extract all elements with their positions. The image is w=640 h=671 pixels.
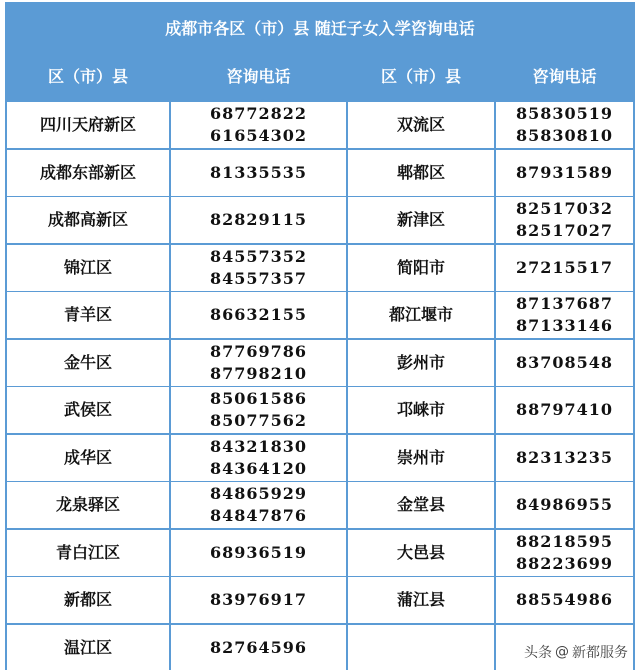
phone-cell xyxy=(171,340,346,386)
watermark xyxy=(524,642,628,662)
phone-number: 88223699 xyxy=(515,554,614,573)
column-header: 咨询电话 xyxy=(226,67,291,86)
phone-number: 82517032 xyxy=(515,199,614,218)
phone-cell xyxy=(171,530,346,576)
district-cell: 武侯区 xyxy=(7,387,169,433)
phone-cell xyxy=(171,245,346,291)
phone-cell xyxy=(496,482,633,528)
phone-cell xyxy=(496,102,633,148)
phone-number: 84986955 xyxy=(515,495,614,514)
phone-cell xyxy=(496,387,633,433)
district-cell: 温江区 xyxy=(7,625,169,671)
column-header: 咨询电话 xyxy=(532,67,597,86)
district-cell: 邛崃市 xyxy=(348,387,494,433)
phone-number: 84321830 xyxy=(209,437,308,456)
phone-number: 82517027 xyxy=(515,221,614,240)
phone-number: 82829115 xyxy=(209,210,308,229)
phone-number: 85077562 xyxy=(209,411,308,430)
watermark-source: 头条 xyxy=(524,645,552,661)
phone-number: 61654302 xyxy=(209,126,308,145)
phone-table xyxy=(5,2,635,670)
district-cell: 青白江区 xyxy=(7,530,169,576)
phone-cell xyxy=(496,292,633,338)
phone-number: 88554986 xyxy=(515,590,614,609)
district-cell: 彭州市 xyxy=(348,340,494,386)
phone-number: 83976917 xyxy=(209,590,308,609)
district-cell: 四川天府新区 xyxy=(7,102,169,148)
column-header: 区（市）县 xyxy=(47,67,128,86)
phone-number: 87133146 xyxy=(515,316,614,335)
district-cell: 青羊区 xyxy=(7,292,169,338)
phone-cell xyxy=(171,482,346,528)
phone-number: 83708548 xyxy=(515,353,614,372)
watermark-account: 新都服务 xyxy=(572,645,628,661)
phone-cell xyxy=(171,435,346,481)
phone-cell xyxy=(496,577,633,623)
phone-number: 82764596 xyxy=(209,638,308,657)
phone-cell xyxy=(171,197,346,243)
phone-cell xyxy=(496,435,633,481)
phone-number: 84865929 xyxy=(209,484,308,503)
phone-cell xyxy=(496,530,633,576)
phone-cell xyxy=(496,245,633,291)
phone-number: 27215517 xyxy=(515,258,614,277)
district-cell: 金牛区 xyxy=(7,340,169,386)
phone-cell xyxy=(171,150,346,196)
empty-cell xyxy=(348,625,494,671)
district-cell: 锦江区 xyxy=(7,245,169,291)
phone-number: 87931589 xyxy=(515,163,614,182)
phone-number: 86632155 xyxy=(209,305,308,324)
phone-number: 81335535 xyxy=(209,163,308,182)
district-cell: 简阳市 xyxy=(348,245,494,291)
phone-cell xyxy=(171,625,346,671)
at-icon: @ xyxy=(555,644,569,660)
district-cell: 双流区 xyxy=(348,102,494,148)
phone-cell xyxy=(496,197,633,243)
phone-number: 87769786 xyxy=(209,342,308,361)
phone-cell xyxy=(171,387,346,433)
district-cell: 崇州市 xyxy=(348,435,494,481)
phone-cell xyxy=(496,340,633,386)
phone-number: 88797410 xyxy=(515,400,614,419)
phone-number: 87798210 xyxy=(209,364,308,383)
phone-number: 88218595 xyxy=(515,532,614,551)
phone-number: 82313235 xyxy=(515,448,614,467)
phone-number: 84364120 xyxy=(209,459,308,478)
phone-cell xyxy=(171,577,346,623)
phone-number: 68772822 xyxy=(209,104,308,123)
district-cell: 新都区 xyxy=(7,577,169,623)
district-cell: 大邑县 xyxy=(348,530,494,576)
district-cell: 成华区 xyxy=(7,435,169,481)
column-header: 区（市）县 xyxy=(380,67,461,86)
table-title: 成都市各区（市）县 随迁子女入学咨询电话 xyxy=(165,18,475,38)
phone-number: 84557352 xyxy=(209,247,308,266)
phone-number: 85061586 xyxy=(209,389,308,408)
phone-number: 85830519 xyxy=(515,104,614,123)
district-cell: 蒲江县 xyxy=(348,577,494,623)
phone-number: 84557357 xyxy=(209,269,308,288)
district-cell: 都江堰市 xyxy=(348,292,494,338)
phone-number: 87137687 xyxy=(515,294,614,313)
phone-cell xyxy=(171,292,346,338)
phone-number: 85830810 xyxy=(515,126,614,145)
district-cell: 金堂县 xyxy=(348,482,494,528)
district-cell: 成都高新区 xyxy=(7,197,169,243)
phone-cell xyxy=(496,150,633,196)
district-cell: 成都东部新区 xyxy=(7,150,169,196)
phone-number: 68936519 xyxy=(209,543,308,562)
phone-cell xyxy=(171,102,346,148)
district-cell: 龙泉驿区 xyxy=(7,482,169,528)
district-cell: 新津区 xyxy=(348,197,494,243)
district-cell: 郫都区 xyxy=(348,150,494,196)
phone-number: 84847876 xyxy=(209,506,308,525)
